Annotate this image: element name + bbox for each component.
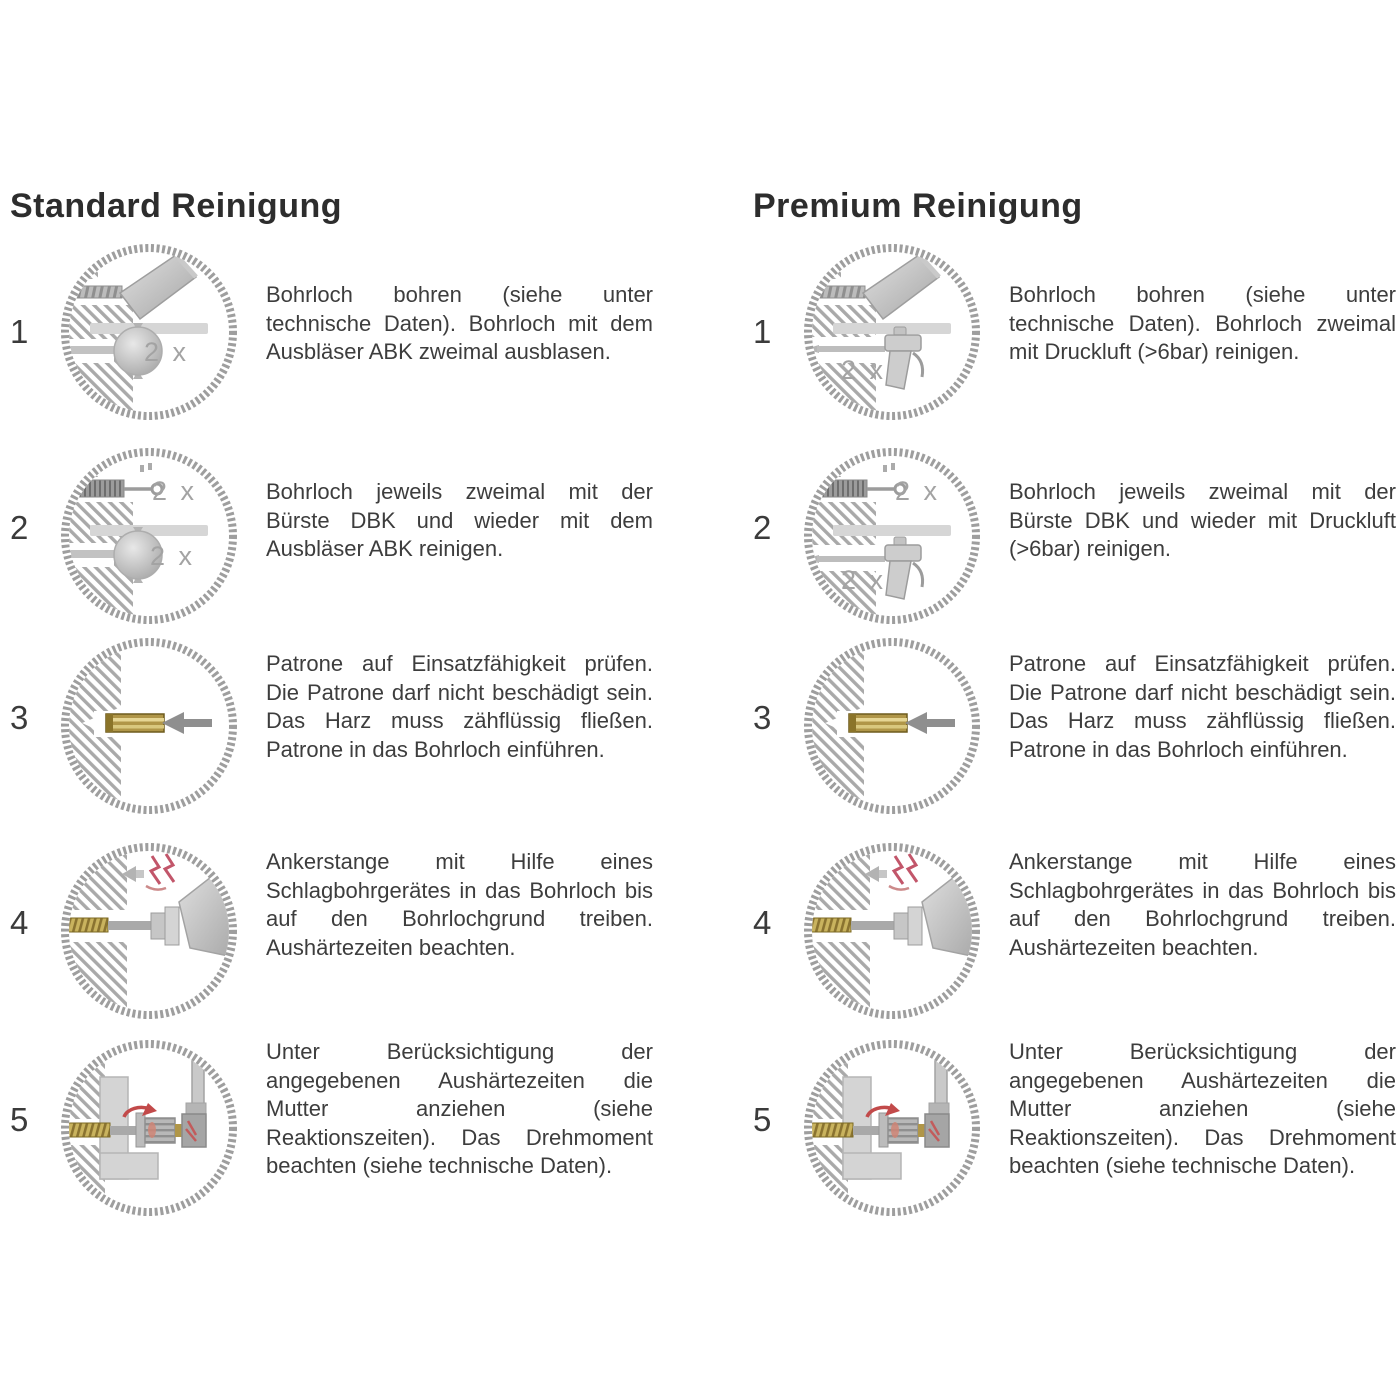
drill-and-blower-icon: [54, 237, 266, 433]
anchor-impact-drive-icon: [797, 828, 1009, 1025]
step-text: Bohrloch bohren (siehe unter technische Daten). Bohrloch zweimal mit Druckluft (>6bar) reinigen.: [1009, 282, 1396, 365]
step-number: 2: [10, 509, 29, 546]
cartridge-insert-icon: [797, 623, 1009, 828]
step-row: [753, 1025, 1398, 1240]
repeat-count-label: 2 x: [150, 541, 196, 571]
column-title: Standard Reinigung: [10, 187, 342, 225]
step-text: Unter Berücksichtigung der angegebenen Aushärtezeiten die Mutter anziehen (siehe Reaktionszeiten). Das Drehmoment beachten (siehe technische Daten).: [1009, 1039, 1396, 1179]
drill-and-airgun-icon: [797, 237, 1009, 433]
step-text: Patrone auf Einsatzfähigkeit prüfen. Die Patrone darf nicht beschädigt sein. Das Harz muss zähflüssig fließen. Patrone in das Bohrloch einführen.: [266, 651, 653, 762]
repeat-count-label: 2 x: [144, 337, 190, 367]
repeat-count-label: 2 x: [152, 476, 198, 506]
step-number: 1: [10, 313, 29, 350]
step-number: 5: [753, 1101, 772, 1138]
step-row: [753, 828, 1398, 1025]
step-row: [753, 237, 1398, 433]
step-row: [753, 433, 1398, 623]
step-row: [753, 623, 1398, 828]
repeat-count-label: 2 x: [895, 476, 941, 506]
step-text: Unter Berücksichtigung der angegebenen Aushärtezeiten die Mutter anziehen (siehe Reaktionszeiten). Das Drehmoment beachten (siehe technische Daten).: [266, 1039, 653, 1179]
step-row: [10, 237, 655, 433]
step-number: 2: [753, 509, 772, 546]
brush-and-airgun-icon: [797, 433, 1009, 623]
step-number: 4: [753, 904, 772, 941]
premium-column: [753, 0, 1398, 1240]
step-text: Bohrloch jeweils zweimal mit der Bürste DBK und wieder mit dem Ausbläser ABK reinigen.: [266, 479, 653, 562]
brush-and-blower-icon: [54, 433, 266, 623]
step-row: [10, 433, 655, 623]
step-number: 5: [10, 1101, 29, 1138]
step-text: Bohrloch bohren (siehe unter technische Daten). Bohrloch mit dem Ausbläser ABK zweimal ausblasen.: [266, 282, 653, 365]
anchor-impact-drive-icon: [54, 828, 266, 1025]
step-number: 4: [10, 904, 29, 941]
nut-torque-icon: [54, 1025, 266, 1240]
step-text: Patrone auf Einsatzfähigkeit prüfen. Die Patrone darf nicht beschädigt sein. Das Harz muss zähflüssig fließen. Patrone in das Bohrloch einführen.: [1009, 651, 1396, 762]
step-row: [10, 1025, 655, 1240]
step-number: 3: [753, 699, 772, 736]
column-title: Premium Reinigung: [753, 187, 1083, 225]
step-number: 3: [10, 699, 29, 736]
step-text: Ankerstange mit Hilfe eines Schlagbohrgerätes in das Bohrloch bis auf den Bohrlochgrund treiben. Aushärtezeiten beachten.: [1009, 849, 1396, 960]
nut-torque-icon: [797, 1025, 1009, 1240]
step-row: [10, 828, 655, 1025]
repeat-count-label: 2 x: [841, 355, 887, 385]
standard-column: [10, 0, 655, 1240]
step-text: Bohrloch jeweils zweimal mit der Bürste DBK und wieder mit Druckluft (>6bar) reinigen.: [1009, 479, 1396, 562]
repeat-count-label: 2 x: [841, 565, 887, 595]
step-row: [10, 623, 655, 828]
cartridge-insert-icon: [54, 623, 266, 828]
step-text: Ankerstange mit Hilfe eines Schlagbohrgerätes in das Bohrloch bis auf den Bohrlochgrund treiben. Aushärtezeiten beachten.: [266, 849, 653, 960]
step-number: 1: [753, 313, 772, 350]
